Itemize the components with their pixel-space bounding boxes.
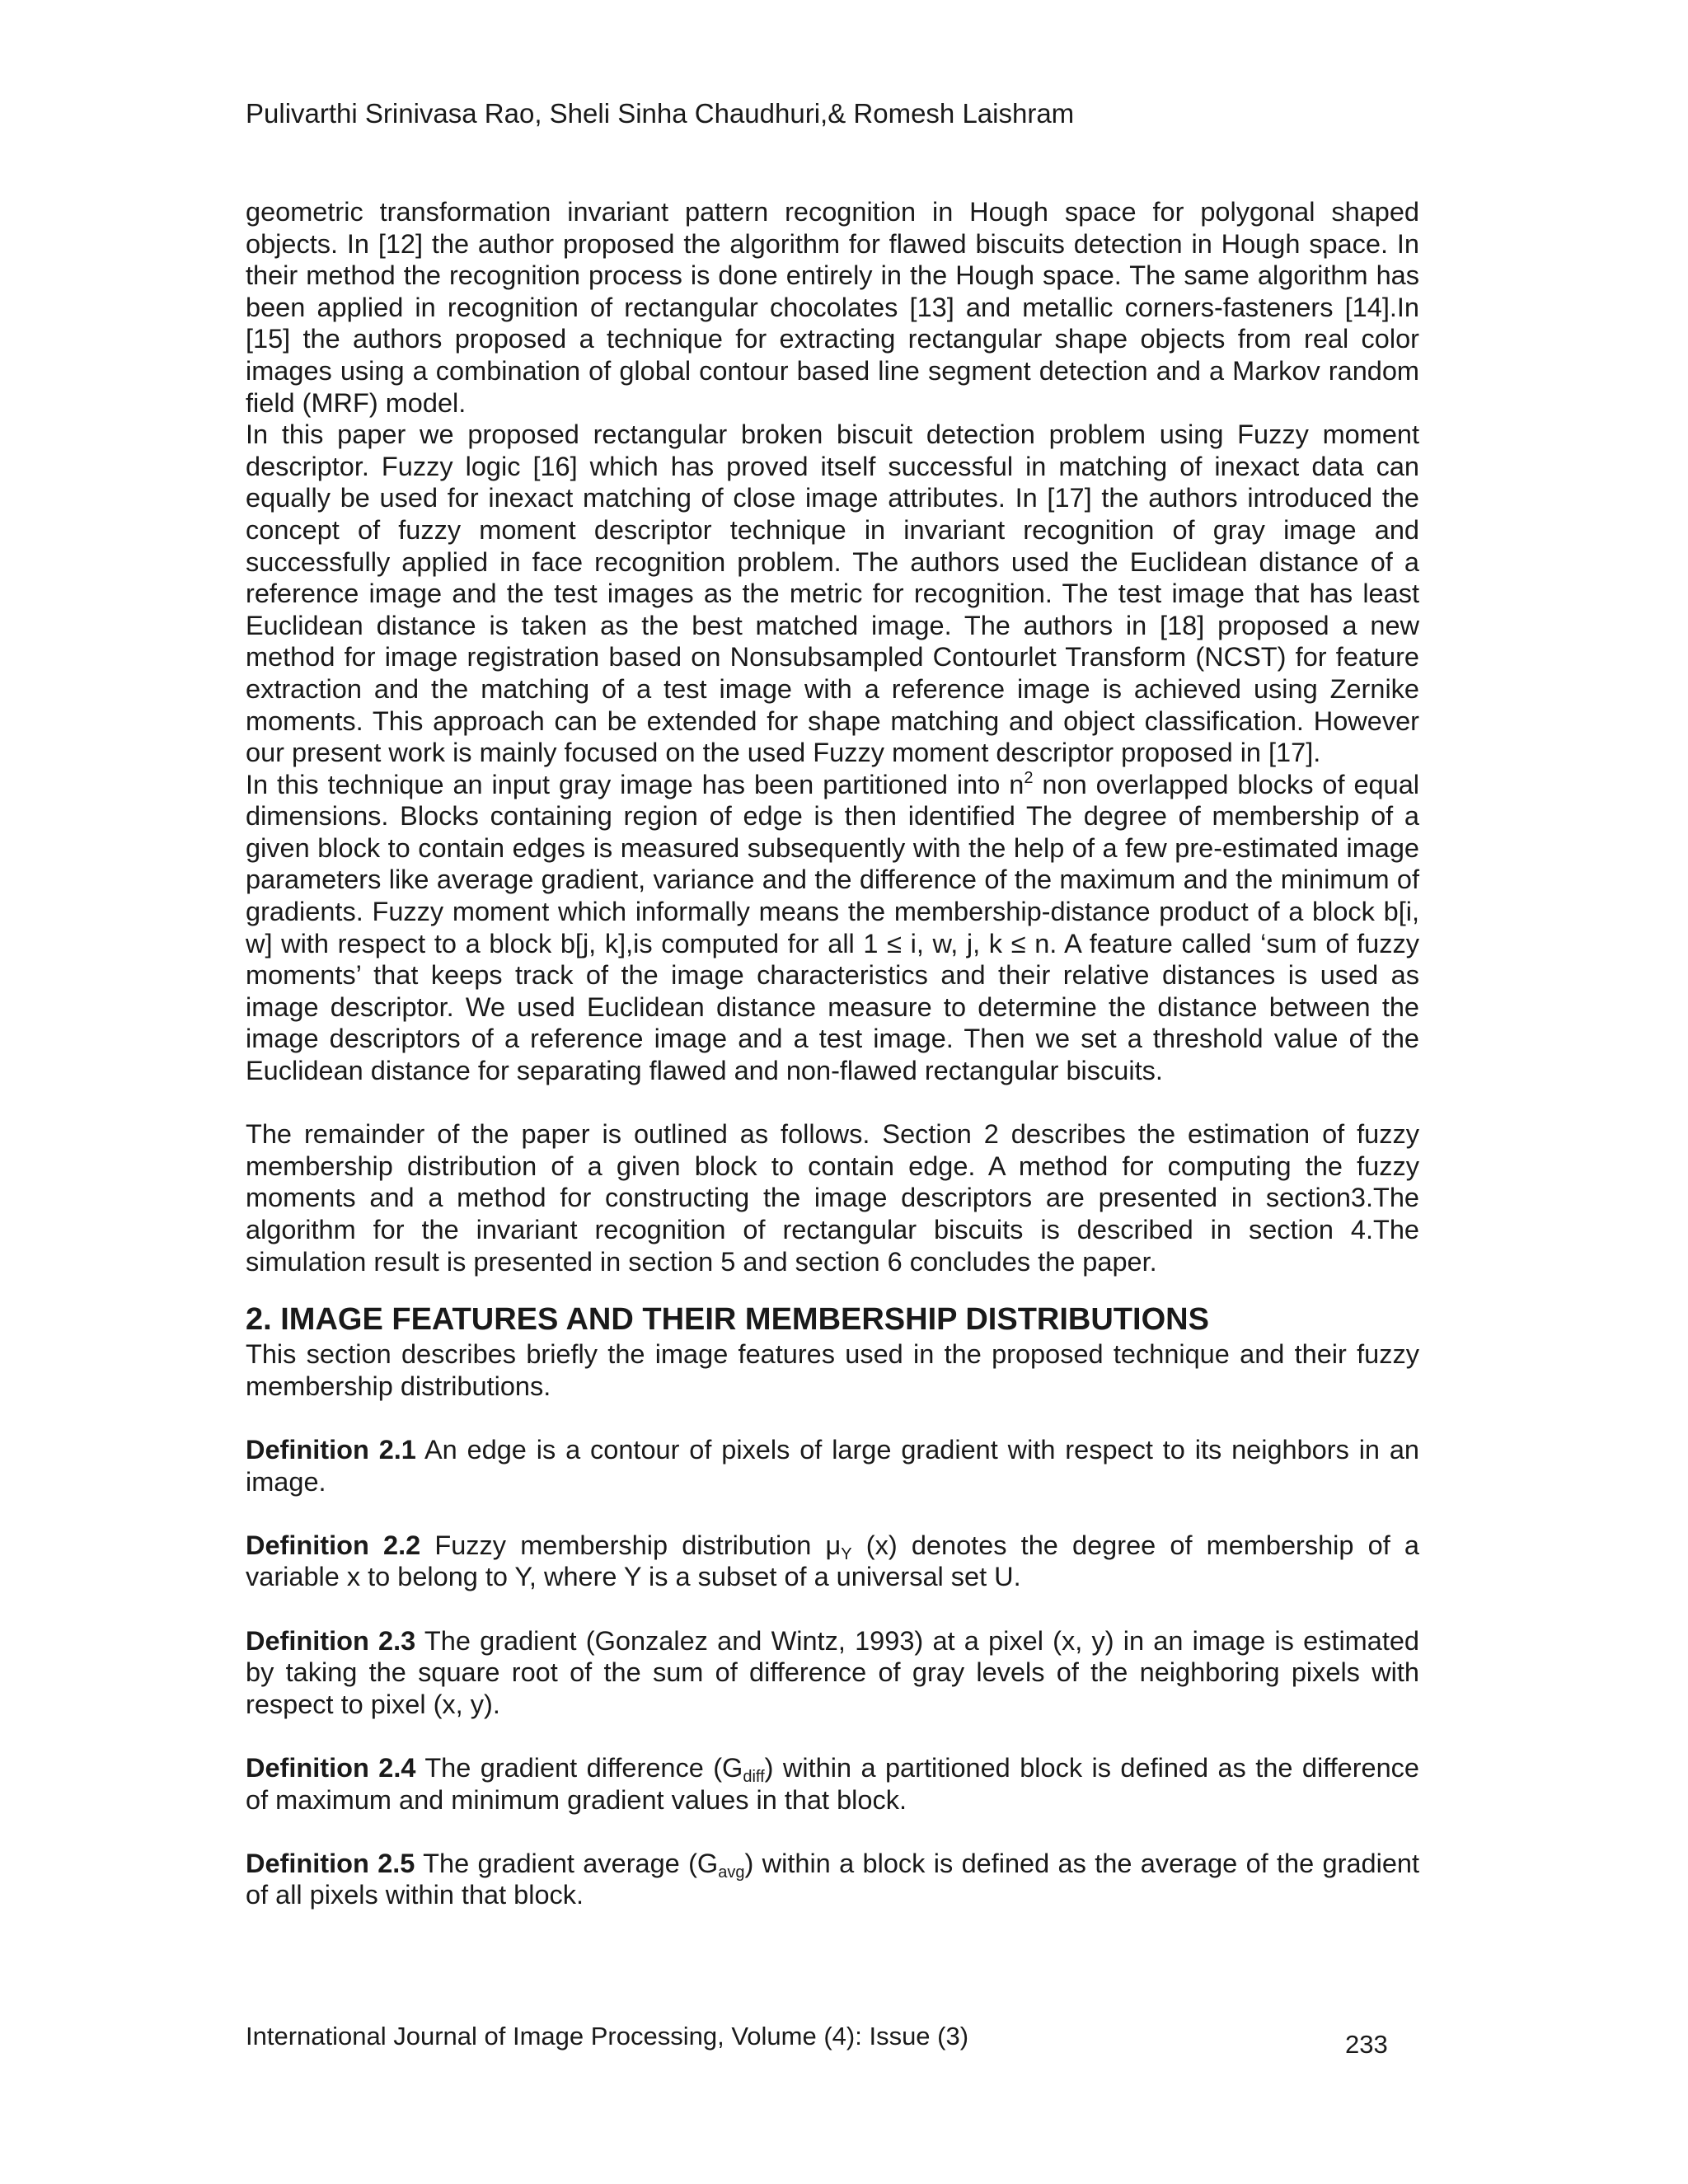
paragraph-outline: The remainder of the paper is outlined as follows. Section 2 describes the estimation of fuzzy membership distribution of a given block to contain edge. A method for computing the fuzzy moments and a method for constructing the image descriptors are presented in section3.The algorithm for the invariant recognition of rectangular biscuits is described in section 4.The simulation result is presented in section 5 and section 6 concludes the paper. [246, 1119, 1419, 1277]
definition-2-2 [246, 1530, 1419, 1593]
subscript-diff: diff [743, 1767, 765, 1786]
technique-text-start: In this technique an input gray image has been partitioned into n [246, 769, 1025, 799]
definition-label: Definition 2.4 [246, 1752, 416, 1783]
definition-label: Definition 2.1 [246, 1434, 416, 1465]
definition-label: Definition 2.2 [246, 1530, 421, 1560]
definition-text-rest: ) within a block is defined as the average of the gradient of all pixels within that block. [246, 1848, 1420, 1910]
superscript-2: 2 [1024, 768, 1034, 787]
paragraph-prior-work: geometric transformation invariant pattern recognition in Hough space for polygonal shaped objects. In [12] the author proposed the algorithm for flawed biscuits detection in Hough space. In their method the recognition process is done entirely in the Hough space. The same algorithm has been applied in recognition of rectangular chocolates [13] and metallic corners-fasteners [14].In [15] the authors proposed a technique for extracting rectangular shape objects from real color images using a combination of global contour based line segment detection and a Markov random field (MRF) model. [246, 197, 1419, 418]
definition-text-start: The gradient difference (G [415, 1752, 743, 1783]
subscript-y: Y [841, 1544, 852, 1563]
definition-label: Definition 2.3 [246, 1625, 416, 1656]
paragraph-technique [246, 769, 1419, 1087]
definition-2-3 [246, 1625, 1419, 1721]
section-2-intro: This section describes briefly the image features used in the proposed technique and their fuzzy membership distributions. [246, 1339, 1419, 1401]
paragraph-proposed-method: In this paper we proposed rectangular broken biscuit detection problem using Fuzzy moment descriptor. Fuzzy logic [16] which has proved itself successful in matching of inexact data can equally be used for inexact matching of close image attributes. In [17] the authors introduced the concept of fuzzy moment descriptor technique in invariant recognition of gray image and successfully applied in face recognition problem. The authors used the Euclidean distance of a reference image and the test images as the metric for recognition. The test image that has least Euclidean distance is taken as the best matched image. The authors in [18] proposed a new method for image registration based on Nonsubsampled Contourlet Transform (NCST) for feature extraction and the matching of a test image with a reference image is achieved using Zernike moments. This approach can be extended for shape matching and object classification. However our present work is mainly focused on the used Fuzzy moment descriptor proposed in [17]. [246, 419, 1419, 768]
definition-2-5 [246, 1848, 1419, 1911]
definition-text: An edge is a contour of pixels of large gradient with respect to its neighbors in an image. [246, 1434, 1420, 1497]
technique-text-rest: non overlapped blocks of equal dimensions. Blocks containing region of edge is then identified The degree of membership of a given block to contain edges is measured subsequently with the help of a few pre-estimated image parameters like average gradient, variance and the difference of the maximum and the minimum of gradients. Fuzzy moment which informally means the membership-distance product of a block b[i, w] with respect to a block b[j, k],is computed for all 1 ≤ i, w, j, k ≤ n. A feature called ‘sum of fuzzy moments’ that keeps track of the image characteristics and their relative distances is used as image descriptor. We used Euclidean distance measure to determine the distance between the image descriptors of a reference image and a test image. Then we set a threshold value of the Euclidean distance for separating flawed and non-flawed rectangular biscuits. [246, 769, 1419, 1086]
definition-text-rest: (x) denotes the degree of membership of a variable x to belong to Y, where Y is a subset of a universal set U. [246, 1530, 1419, 1592]
definition-2-1 [246, 1434, 1419, 1497]
subscript-avg: avg [718, 1863, 745, 1882]
footer-journal: International Journal of Image Processing, Volume (4): Issue (3) [246, 2022, 969, 2050]
main-content [246, 196, 1419, 1911]
definition-text-rest: ) within a partitioned block is defined as the difference of maximum and minimum gradient values in that block. [246, 1752, 1420, 1815]
definition-label: Definition 2.5 [246, 1848, 415, 1878]
definition-2-4 [246, 1752, 1419, 1816]
section-2-heading: 2. IMAGE FEATURES AND THEIR MEMBERSHIP DISTRIBUTIONS [246, 1302, 1209, 1338]
running-head-authors: Pulivarthi Srinivasa Rao, Sheli Sinha Chaudhuri,& Romesh Laishram [246, 98, 1075, 129]
definition-text-start: Fuzzy membership distribution μ [420, 1530, 842, 1560]
definition-text-start: The gradient average (G [415, 1848, 719, 1878]
page-number: 233 [1345, 2030, 1388, 2059]
definition-text: The gradient (Gonzalez and Wintz, 1993) at a pixel (x, y) in an image is estimated by taking the square root of the sum of difference of gray levels of the neighboring pixels with respect to pixel (x, y). [246, 1625, 1419, 1719]
